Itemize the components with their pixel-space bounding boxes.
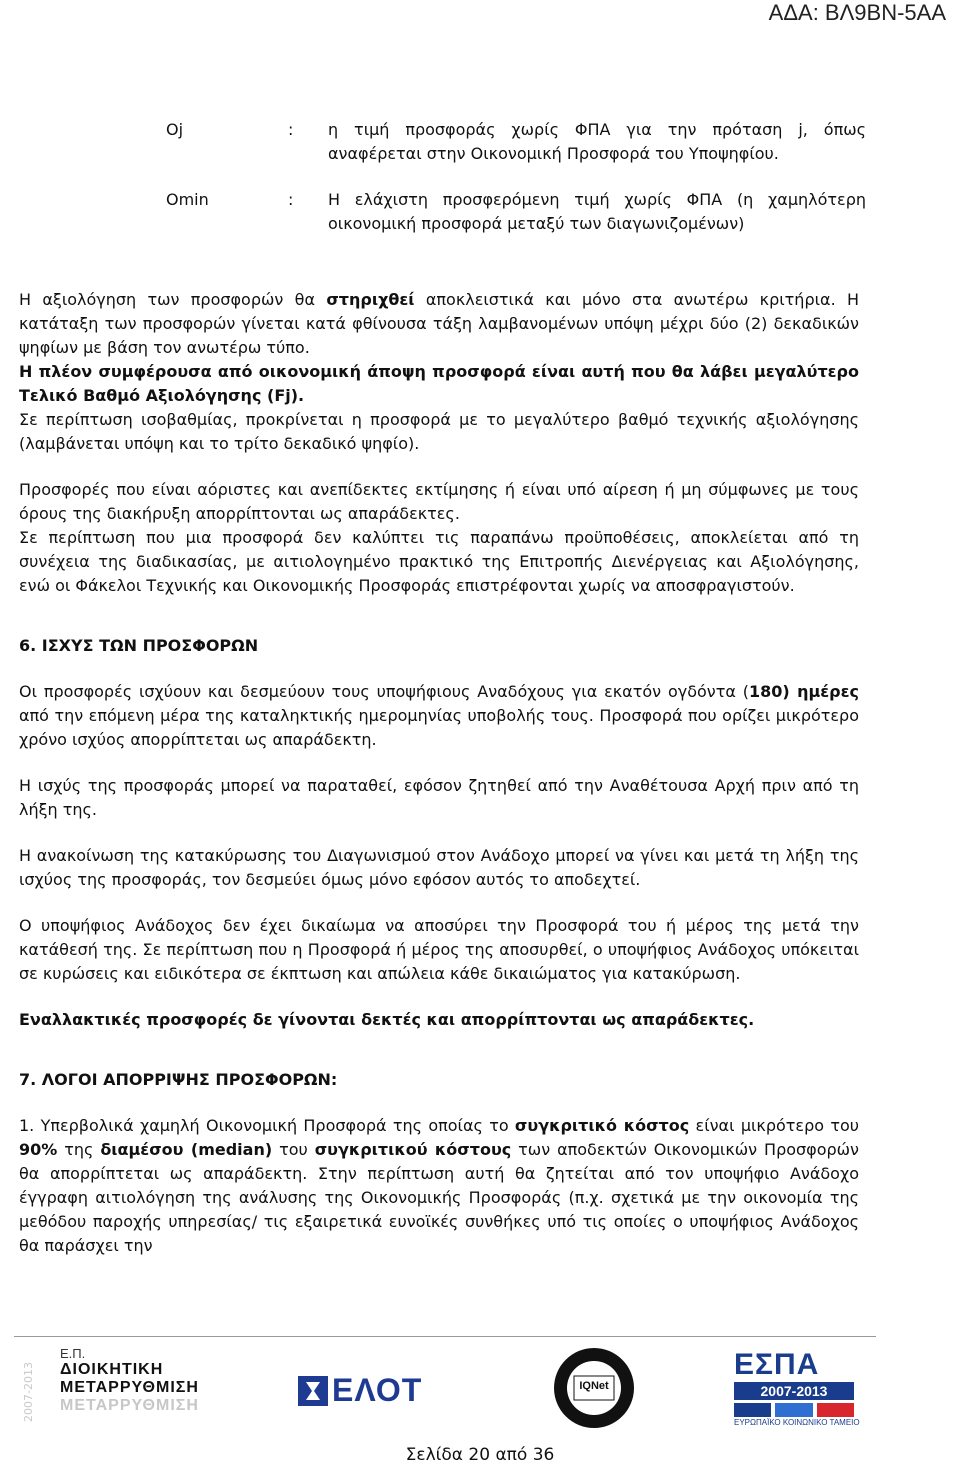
ada-code: ΑΔΑ: ΒΛ9ΒΝ-5ΑΑ xyxy=(768,0,946,25)
definition-oj xyxy=(166,118,866,166)
ep-years-strip xyxy=(14,1342,48,1436)
evaluation-paragraph xyxy=(19,288,859,360)
text: 1. Υπερβολικά χαμηλή Οικονομική Προσφορά της οποίας το xyxy=(19,1116,515,1135)
ep-years: 2007-2013 xyxy=(22,1362,35,1422)
footer-divider xyxy=(14,1336,876,1337)
ep-line2: ΜΕΤΑΡΡΥΘΜΙΣΗ xyxy=(60,1379,199,1396)
ep-logo-text xyxy=(60,1346,199,1415)
validity-paragraph xyxy=(19,680,859,752)
ep-logo xyxy=(14,1342,204,1436)
bold-text: 180) ημέρες xyxy=(749,682,860,701)
text: του xyxy=(272,1140,315,1159)
text: από την επόμενη μέρα της καταληκτικής ημερομηνίας υποβολής τους. Προσφορά που ορίζει μικρότερο χρόνο ισχύος απορρίπτεται ως απαράδεκτη. xyxy=(19,706,859,749)
section-7-heading: 7. ΛΟΓΟΙ ΑΠΟΡΡΙΨΗΣ ΠΡΟΣΦΟΡΩΝ: xyxy=(19,1070,338,1089)
bold-text: συγκριτικού κόστους xyxy=(314,1140,512,1159)
iqnet-text: IQNet xyxy=(579,1380,609,1392)
tie-paragraph: Σε περίπτωση ισοβαθμίας, προκρίνεται η προσφορά με το μεγαλύτερο βαθμό τεχνικής αξιολόγησης (λαμβάνεται υπόψη και το τρίτο δεκαδικό ψηφίο). xyxy=(19,410,859,453)
ep-abbr: Ε.Π. xyxy=(60,1346,86,1361)
definition-text: η τιμή προσφοράς χωρίς ΦΠΑ για την πρόταση j, όπως αναφέρεται στην Οικονομική Προσφορά του Υποψηφίου. xyxy=(328,120,866,163)
award-paragraph: Η ανακοίνωση της κατακύρωσης του Διαγωνισμού στον Ανάδοχο μπορεί να γίνει και μετά τη λήξη της ισχύος της προσφοράς, τον δεσμεύει όμως μόνο εφόσον αυτός το αποδεχτεί. xyxy=(19,846,859,889)
text: Η αξιολόγηση των προσφορών θα xyxy=(19,290,327,309)
iqnet-certified-logo xyxy=(552,1346,636,1430)
invalid-offers-paragraph: Προσφορές που είναι αόριστες και ανεπίδεκτες εκτίμησης ή είναι υπό αίρεση ή μη σύμφωνες με τους όρους της διακήρυξη απορρίπτονται ως απαράδεκτες. xyxy=(19,480,859,523)
withdrawal-paragraph: Ο υποψήφιος Ανάδοχος δεν έχει δικαίωμα να αποσύρει την Προσφορά του ή μέρος της μετά την κατάθεσή της. Σε περίπτωση που η Προσφορά ή μέρος της αποσυρθεί, ο υποψήφιος Ανάδοχος υπόκειται σε κυρώσεις και ειδικότερα σε έκπτωση και απώλεια κάθε δικαιώματος για κατακύρωση. xyxy=(19,916,859,983)
flag-icon xyxy=(817,1403,854,1417)
bold-text: στηριχθεί xyxy=(326,290,415,309)
definition-colon: : xyxy=(288,190,294,209)
definition-colon: : xyxy=(288,120,294,139)
alternative-offers-paragraph: Εναλλακτικές προσφορές δε γίνονται δεκτές και απορρίπτονται ως απαράδεκτες. xyxy=(19,1010,755,1029)
best-offer-paragraph: Η πλέον συμφέρουσα από οικονομική άποψη προσφορά είναι αυτή που θα λάβει μεγαλύτερο Τελικό Βαθμό Αξιολόγησης (Fj). xyxy=(19,362,859,405)
espa-subtitle: ΕΥΡΩΠΑΪΚΟ ΚΟΙΝΩΝΙΚΟ ΤΑΜΕΙΟ xyxy=(734,1418,860,1427)
text: Οι προσφορές ισχύουν και δεσμεύουν τους υποψήφιους Αναδόχους για εκατόν ογδόντα ( xyxy=(19,682,750,701)
espa-title: ΕΣΠΑ xyxy=(734,1348,820,1381)
espa-flags xyxy=(734,1403,854,1417)
ep-line3: ΜΕΤΑΡΡΥΘΜΙΣΗ xyxy=(60,1397,199,1414)
text: της xyxy=(57,1140,101,1159)
text: αποκλειστικά και μόνο στα ανωτέρω κριτήρια. Η κατάταξη των προσφορών γίνεται κατά φθίνουσα τάξη λαμβανομένων υπόψη μέχρι δύο (2) δεκαδικών ψηφίων με βάση τον ανωτέρω τύπο. xyxy=(19,290,860,357)
definition-text: Η ελάχιστη προσφερόμενη τιμή χωρίς ΦΠΑ (η χαμηλότερη οικονομική προσφορά μεταξύ των διαγωνιζομένων) xyxy=(328,190,866,233)
extension-paragraph: Η ισχύς της προσφοράς μπορεί να παραταθεί, εφόσον ζητηθεί από την Αναθέτουσα Αρχή πριν από τη λήξη της. xyxy=(19,776,859,819)
flag-icon xyxy=(734,1403,771,1417)
ep-line1: ΔΙΟΙΚΗΤΙΚΗ xyxy=(60,1361,164,1378)
definition-omin xyxy=(166,188,866,236)
elot-mark-icon xyxy=(298,1376,328,1406)
text: είναι μικρότερο του xyxy=(689,1116,859,1135)
elot-logo xyxy=(298,1372,426,1408)
definition-term: Oj xyxy=(166,120,184,139)
exclusion-paragraph: Σε περίπτωση που μια προσφορά δεν καλύπτει τις παραπάνω προϋποθέσεις, αποκλείεται από τη συνέχεια της διαδικασίας, με αιτιολογημένο πρακτικό της Επιτροπής Διενέργειας και Αξιολόγησης, ενώ οι Φάκελοι Τεχνικής και Οικονομικής Προσφοράς επιστρέφονται χωρίς να αποσφραγιστούν. xyxy=(19,528,859,595)
espa-logo xyxy=(734,1348,860,1430)
bold-text: διαμέσου (median) xyxy=(100,1140,273,1159)
bold-text: 90% xyxy=(19,1140,58,1159)
espa-years: 2007-2013 xyxy=(734,1382,854,1400)
elot-text: ΕΛΟΤ xyxy=(332,1372,423,1408)
section-6-heading: 6. ΙΣΧΥΣ ΤΩΝ ΠΡΟΣΦΟΡΩΝ xyxy=(19,636,259,655)
definitions xyxy=(166,118,866,258)
page-number: Σελίδα 20 από 36 xyxy=(405,1445,555,1465)
definition-term: Omin xyxy=(166,190,209,209)
flag-icon xyxy=(775,1403,812,1417)
text: των αποδεκτών Οικονομικών Προσφορών θα απορρίπτεται ως απαράδεκτη. Στην περίπτωση αυτή θα ζητείται από τον υποψήφιο Ανάδοχο έγγραφη αιτιολόγηση της ανάλυσης της Οικονομικής Προσφοράς (π.χ. σχετικά με την οικονομία της μεθόδου παροχής υπηρεσίας/ τις εξαιρετικά ευνοϊκές συνθήκες υπό τις οποίες ο υποψήφιος Ανάδοχος θα παράσχει την xyxy=(19,1140,859,1255)
low-offer-paragraph xyxy=(19,1114,859,1258)
document-body xyxy=(19,288,859,1258)
bold-text: συγκριτικό κόστος xyxy=(514,1116,690,1135)
